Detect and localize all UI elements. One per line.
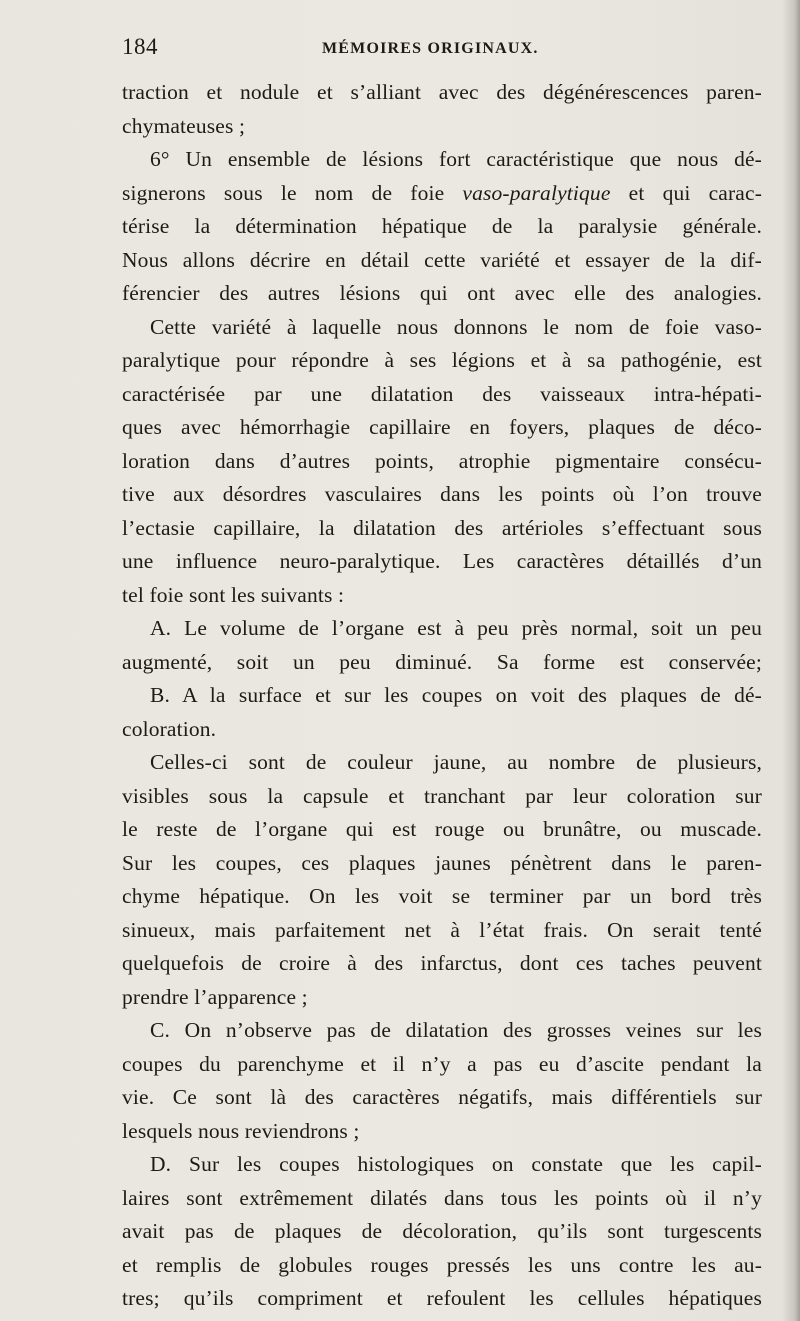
text-line: tel foie sont les suivants : <box>122 582 345 607</box>
text-line: prendre l’apparence ; <box>122 984 308 1009</box>
text-line: et remplis de globules rouges pressés les uns contre les au- <box>122 1252 762 1277</box>
text-line: Cette variété à laquelle nous donnons le nom de foie vaso- <box>150 314 762 339</box>
text-line: férencier des autres lésions qui ont avec elle des analogies. <box>122 281 762 305</box>
text-line: traction et nodule et s’alliant avec des dégénérescences paren- <box>122 80 762 104</box>
text-line: D. Sur les coupes histologiques on constate que les capil- <box>150 1152 762 1176</box>
text-line: ques avec hémorrhagie capillaire en foyers, plaques de déco- <box>122 415 762 439</box>
page-number: 184 <box>122 34 158 59</box>
text-segment: signerons sous le nom de foie <box>122 180 445 205</box>
text-line: coupes du parenchyme et il n’y a pas eu d’ascite pendant la <box>122 1051 762 1076</box>
page-header <box>122 34 762 68</box>
text-line: avait pas de plaques de décoloration, qu’ils sont turgescents <box>122 1219 762 1243</box>
text-line: loration dans d’autres points, atrophie pigmentaire consécu- <box>122 448 762 473</box>
text-line: quelquefois de croire à des infarctus, dont ces taches peuvent <box>122 951 762 975</box>
text-segment: et qui carac- <box>628 180 763 205</box>
text-line: visibles sous la capsule et tranchant par leur coloration sur <box>122 783 762 808</box>
body-text <box>122 76 762 1316</box>
text-line: sinueux, mais parfaitement net à l’état frais. On serait tenté <box>122 917 762 942</box>
text-line: lesquels nous reviendrons ; <box>122 1118 360 1143</box>
text-line: le reste de l’organe qui est rouge ou brunâtre, ou muscade. <box>122 817 762 841</box>
text-line: tive aux désordres vasculaires dans les points où l’on trouve <box>122 482 762 506</box>
text-line: 6° Un ensemble de lésions fort caractéristique que nous dé- <box>150 147 762 171</box>
text-line: Nous allons décrire en détail cette variété et essayer de la dif- <box>122 247 762 272</box>
text-line: Celles-ci sont de couleur jaune, au nombre de plusieurs, <box>150 750 762 774</box>
text-line: paralytique pour répondre à ses légions et à sa pathogénie, est <box>122 348 762 372</box>
text-line: vie. Ce sont là des caractères négatifs, mais différentiels sur <box>122 1085 762 1109</box>
text-line: augmenté, soit un peu diminué. Sa forme est conservée; <box>122 649 762 674</box>
text-line: A. Le volume de l’organe est à peu près normal, soit un peu <box>150 616 762 640</box>
text-line: caractérisée par une dilatation des vaisseaux intra-hépati- <box>122 381 762 406</box>
text-line: chyme hépatique. On les voit se terminer par un bord très <box>122 884 762 908</box>
italic-term: vaso-paralytique <box>462 180 611 205</box>
text-line: laires sont extrêmement dilatés dans tous les points où il n’y <box>122 1185 762 1210</box>
text-line: tres; qu’ils compriment et refoulent les cellules hépatiques <box>122 1286 762 1310</box>
text-line: térise la détermination hépatique de la paralysie générale. <box>122 214 762 238</box>
text-line: B. A la surface et sur les coupes on voit des plaques de dé- <box>150 683 762 707</box>
text-line <box>122 177 762 211</box>
page-edge-shadow <box>782 0 800 1321</box>
text-line: C. On n’observe pas de dilatation des grosses veines sur les <box>150 1018 762 1042</box>
text-line: l’ectasie capillaire, la dilatation des artérioles s’effectuant sous <box>122 515 762 540</box>
text-line: chymateuses ; <box>122 113 246 138</box>
text-line: Sur les coupes, ces plaques jaunes pénètrent dans le paren- <box>122 850 762 875</box>
text-line: coloration. <box>122 716 217 741</box>
running-head: MÉMOIRES ORIGINAUX. <box>322 40 539 57</box>
text-line: une influence neuro-paralytique. Les caractères détaillés d’un <box>122 549 762 573</box>
